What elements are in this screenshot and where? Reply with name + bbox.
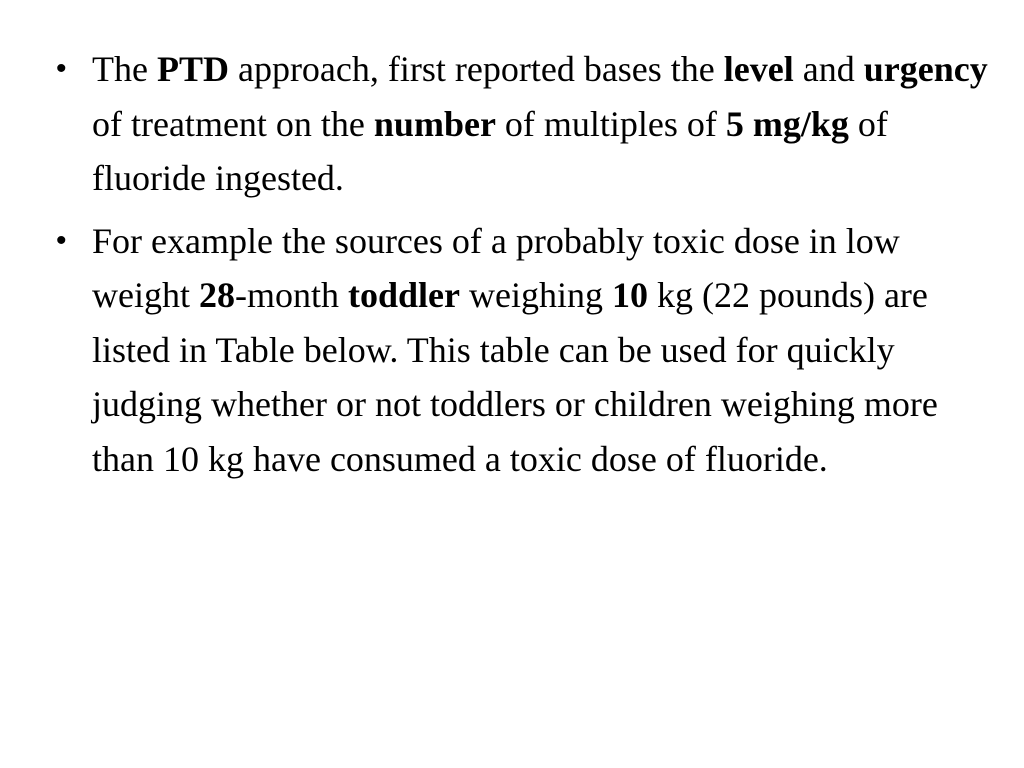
bold-term-number: number [373, 103, 496, 144]
bold-term-weight: 10 [611, 275, 648, 315]
bold-term-level: level [723, 49, 794, 89]
text-segment: For example the sources of a probably toxic dose in low weight [92, 220, 900, 315]
bold-term-dose: 5 mg/kg [725, 103, 849, 144]
bullet-item [56, 42, 996, 206]
text-segment: kg (22 pounds) are listed in Table below. This table can be used for quickly judging whether or not toddlers or children weighing more than 10 kg have consumed a toxic dose of fluoride. [92, 275, 938, 479]
text-segment: and [793, 49, 864, 89]
bold-term-toddler: toddler [347, 275, 460, 315]
text-segment: -month [234, 275, 348, 315]
bold-term-ptd: PTD [156, 49, 229, 89]
text-segment: The [92, 49, 157, 89]
text-segment: weighing [459, 275, 612, 315]
text-segment: approach, first reported bases the [228, 49, 724, 89]
bullet-text [92, 49, 988, 198]
bold-term-age: 28 [198, 275, 235, 315]
bullet-text [92, 221, 938, 479]
bullet-dot: • [56, 52, 67, 85]
bullet-item [56, 214, 996, 487]
bold-term-urgency: urgency [863, 49, 988, 89]
bullet-dot: • [56, 223, 67, 257]
text-segment: of treatment on the [92, 103, 374, 144]
text-segment: of fluoride ingested. [92, 103, 888, 198]
bullet-list [56, 42, 996, 494]
text-segment: of multiples of [495, 103, 726, 144]
